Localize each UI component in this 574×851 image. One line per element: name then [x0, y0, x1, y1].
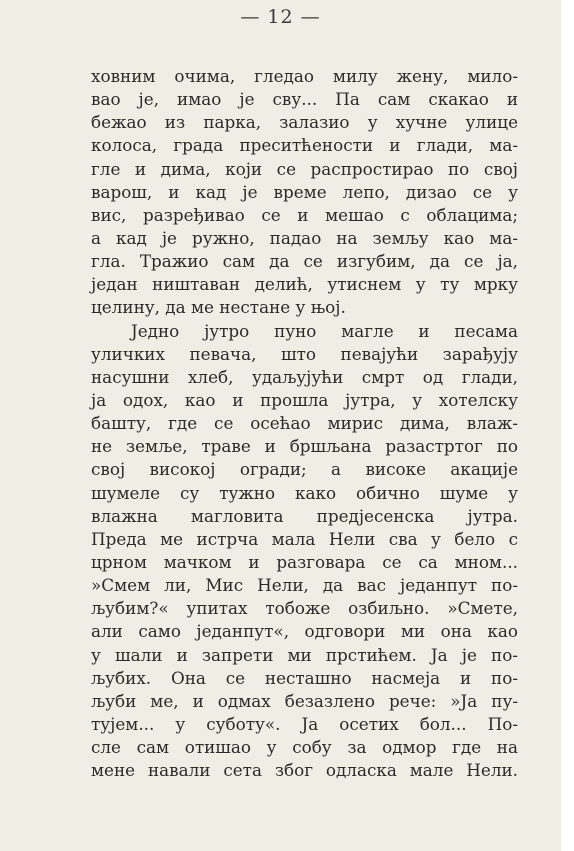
- text-line: варош, и кад је време лепо, дизао се у: [91, 181, 518, 202]
- text-line: ја одох, као и прошла јутра, у хотелску: [91, 389, 518, 410]
- text-line: »Смем ли, Мис Нели, да вас једанпут по-: [91, 575, 518, 596]
- text-line: црном мачком и разговара се са мном...: [91, 551, 518, 572]
- text-line: у шали и запрети ми прстићем. Ја је по-: [91, 644, 518, 665]
- text-line: башту, где се осећао мирис дима, влаж-: [91, 413, 518, 434]
- text-line: вис, разређивао се и мешао с облацима;: [91, 204, 518, 225]
- text-line: насушни хлеб, удаљујући смрт од глади,: [91, 366, 518, 387]
- page-number: — 12 —: [240, 6, 321, 28]
- text-line: а кад је ружно, падао на земљу као ма-: [91, 227, 518, 248]
- paragraph-end-line: целину, да ме нестане у њој.: [91, 297, 346, 318]
- text-line: гле и дима, који се распростирао по свој: [91, 158, 518, 179]
- text-line: тујем... у суботу«. Ја осетих бол... По-: [91, 713, 518, 734]
- text-line: љубих. Она се несташно насмеја и по-: [91, 667, 518, 688]
- text-line: колоса, града преситћености и глади, ма-: [91, 135, 518, 156]
- text-line: не земље, траве и бршљана разастртог по: [91, 436, 518, 457]
- text-line: мене навали сета због одласка мале Нели.: [91, 760, 518, 781]
- paragraph-start-line: Једно јутро пуно магле и песама: [131, 320, 518, 341]
- text-line: сле сам отишао у собу за одмор где на: [91, 737, 518, 758]
- text-line: вао је, имао је сву... Па сам скакао и: [91, 89, 518, 110]
- text-line: гла. Тражио сам да се изгубим, да се ја,: [91, 251, 518, 272]
- text-line: ховним очима, гледао милу жену, мило-: [91, 66, 518, 86]
- text-line: Преда ме истрча мала Нели сва у бело с: [91, 528, 518, 549]
- text-line: један ништаван делић, утиснем у ту мрку: [91, 274, 518, 295]
- text-line: влажна магловита предјесенска јутра.: [91, 505, 518, 526]
- body-text: [91, 65, 518, 782]
- text-line: уличких певача, што певајући зарађују: [91, 343, 518, 364]
- page-margin: [561, 0, 574, 851]
- text-line: бежао из парка, залазио у хучне улице: [91, 112, 518, 133]
- text-line: али само једанпут«, одговори ми она као: [91, 621, 518, 642]
- text-line: шумеле су тужно како обично шуме у: [91, 482, 518, 503]
- text-line: љуби ме, и одмах безазлено рече: »Ја пу-: [91, 690, 518, 711]
- text-line: свој високој огради; а високе акације: [91, 459, 518, 480]
- text-line: љубим?« упитах тобоже озбиљно. »Смете,: [91, 598, 518, 619]
